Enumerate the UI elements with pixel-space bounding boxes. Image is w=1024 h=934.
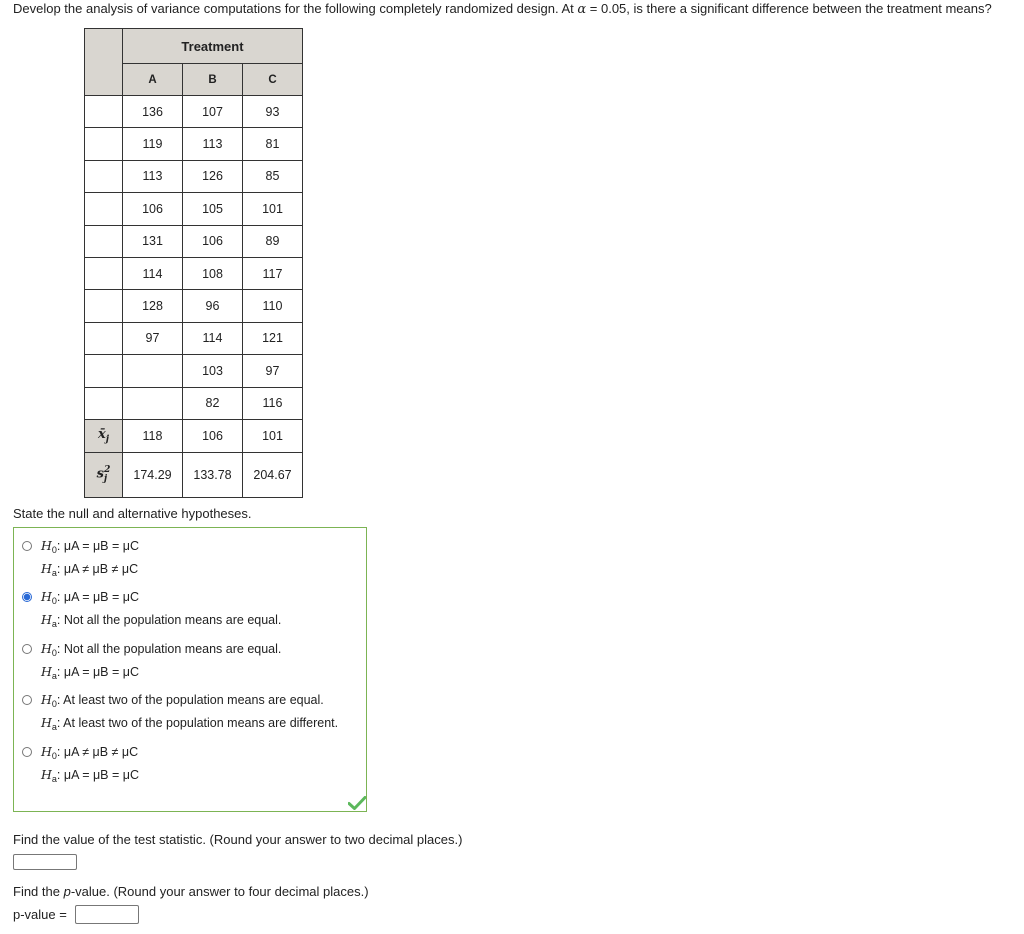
table-cell: 106 bbox=[123, 193, 183, 225]
variance-c: 204.67 bbox=[243, 452, 303, 497]
table-cell: 131 bbox=[123, 225, 183, 257]
option-4-ha: : At least two of the population means are different. bbox=[56, 716, 339, 730]
question-text: Develop the analysis of variance computations for the following completely randomized design. At α = 0.05, is there a significant difference between the treatment means? bbox=[13, 1, 992, 17]
table-cell: 107 bbox=[183, 96, 243, 128]
option-5-ha: : μA = μB = μC bbox=[56, 768, 139, 782]
column-header-c: C bbox=[243, 64, 303, 96]
table-cell: 85 bbox=[243, 160, 303, 192]
table-cell: 108 bbox=[183, 257, 243, 289]
table-cell: 126 bbox=[183, 160, 243, 192]
table-cell: 97 bbox=[123, 322, 183, 354]
table-cell: 113 bbox=[183, 128, 243, 160]
option-2-h0: : μA = μB = μC bbox=[56, 590, 139, 604]
option-4-radio[interactable] bbox=[22, 695, 32, 705]
mean-b: 106 bbox=[183, 419, 243, 452]
data-table bbox=[84, 28, 303, 498]
mean-a: 118 bbox=[123, 419, 183, 452]
option-3-h0: : Not all the population means are equal. bbox=[56, 642, 282, 656]
table-cell: 114 bbox=[123, 257, 183, 289]
table-cell: 81 bbox=[243, 128, 303, 160]
option-5-h0: : μA ≠ μB ≠ μC bbox=[56, 745, 139, 759]
row-label-cell bbox=[85, 160, 123, 192]
table-cell bbox=[123, 387, 183, 419]
column-header-a: A bbox=[123, 64, 183, 96]
table-row bbox=[85, 257, 303, 289]
mean-label: $x̄_j$ bbox=[85, 419, 123, 452]
checkmark-icon bbox=[348, 796, 366, 810]
row-label-cell bbox=[85, 322, 123, 354]
table-row bbox=[85, 355, 303, 387]
column-header-b: B bbox=[183, 64, 243, 96]
table-cell: 89 bbox=[243, 225, 303, 257]
table-cell: 82 bbox=[183, 387, 243, 419]
p-value-input[interactable] bbox=[75, 905, 139, 924]
table-cell: 113 bbox=[123, 160, 183, 192]
table-row bbox=[85, 290, 303, 322]
row-label-cell bbox=[85, 387, 123, 419]
row-label-cell bbox=[85, 193, 123, 225]
option-5-radio[interactable] bbox=[22, 747, 32, 757]
table-cell: 110 bbox=[243, 290, 303, 322]
table-row bbox=[85, 193, 303, 225]
table-cell: 93 bbox=[243, 96, 303, 128]
option-2-ha: : Not all the population means are equal. bbox=[56, 613, 282, 627]
table-cell bbox=[123, 355, 183, 387]
table-cell: 97 bbox=[243, 355, 303, 387]
table-row bbox=[85, 96, 303, 128]
table-cell: 136 bbox=[123, 96, 183, 128]
variance-label: $s_j^2$ bbox=[85, 452, 123, 497]
table-cell: 103 bbox=[183, 355, 243, 387]
test-statistic-input[interactable] bbox=[13, 854, 77, 870]
row-label-cell bbox=[85, 96, 123, 128]
row-label-cell bbox=[85, 225, 123, 257]
table-row bbox=[85, 128, 303, 160]
row-label-cell bbox=[85, 290, 123, 322]
table-cell: 117 bbox=[243, 257, 303, 289]
table-cell: 105 bbox=[183, 193, 243, 225]
alpha-symbol: α bbox=[577, 2, 587, 17]
table-row bbox=[85, 322, 303, 354]
variance-b: 133.78 bbox=[183, 452, 243, 497]
option-3-ha: : μA = μB = μC bbox=[56, 665, 139, 679]
table-row bbox=[85, 225, 303, 257]
hypotheses-prompt: State the null and alternative hypotheses. bbox=[13, 506, 252, 521]
row-label-cell bbox=[85, 257, 123, 289]
table-cell: 101 bbox=[243, 193, 303, 225]
mean-c: 101 bbox=[243, 419, 303, 452]
table-cell: 106 bbox=[183, 225, 243, 257]
variance-a: 174.29 bbox=[123, 452, 183, 497]
table-row bbox=[85, 387, 303, 419]
row-label-cell bbox=[85, 128, 123, 160]
p-value-prompt: Find the p-value. (Round your answer to four decimal places.) bbox=[13, 884, 369, 899]
test-statistic-prompt: Find the value of the test statistic. (Round your answer to two decimal places.) bbox=[13, 832, 463, 847]
hypotheses-options: $H_0$: μA = μB = μC $H_a$: μA ≠ μB ≠ μC $H_0$: μA = μB = μC $H_a$: Not all the population means are equal. $H_0$: Not all the population means are equal. $H_a$: μA = μB = μC $H_0$: At least two of the population means are equal. $H_a$: At least two of the population means are different. $H_0$: μA ≠ μB ≠ μC $H_a$: μA = μB = μC bbox=[13, 527, 367, 812]
table-cell: 116 bbox=[243, 387, 303, 419]
table-cell: 119 bbox=[123, 128, 183, 160]
option-2-radio[interactable] bbox=[22, 592, 32, 602]
option-3-radio[interactable] bbox=[22, 644, 32, 654]
table-cell: 114 bbox=[183, 322, 243, 354]
option-1-ha: : μA ≠ μB ≠ μC bbox=[56, 562, 139, 576]
p-value-label: p-value = bbox=[13, 907, 67, 922]
treatment-header: Treatment bbox=[123, 29, 303, 64]
option-4-h0: : At least two of the population means are equal. bbox=[56, 693, 324, 707]
option-1-radio[interactable] bbox=[22, 541, 32, 551]
table-row bbox=[85, 160, 303, 192]
option-1-h0: : μA = μB = μC bbox=[56, 539, 139, 553]
table-cell: 128 bbox=[123, 290, 183, 322]
table-cell: 121 bbox=[243, 322, 303, 354]
table-cell: 96 bbox=[183, 290, 243, 322]
table-corner bbox=[85, 29, 123, 96]
row-label-cell bbox=[85, 355, 123, 387]
